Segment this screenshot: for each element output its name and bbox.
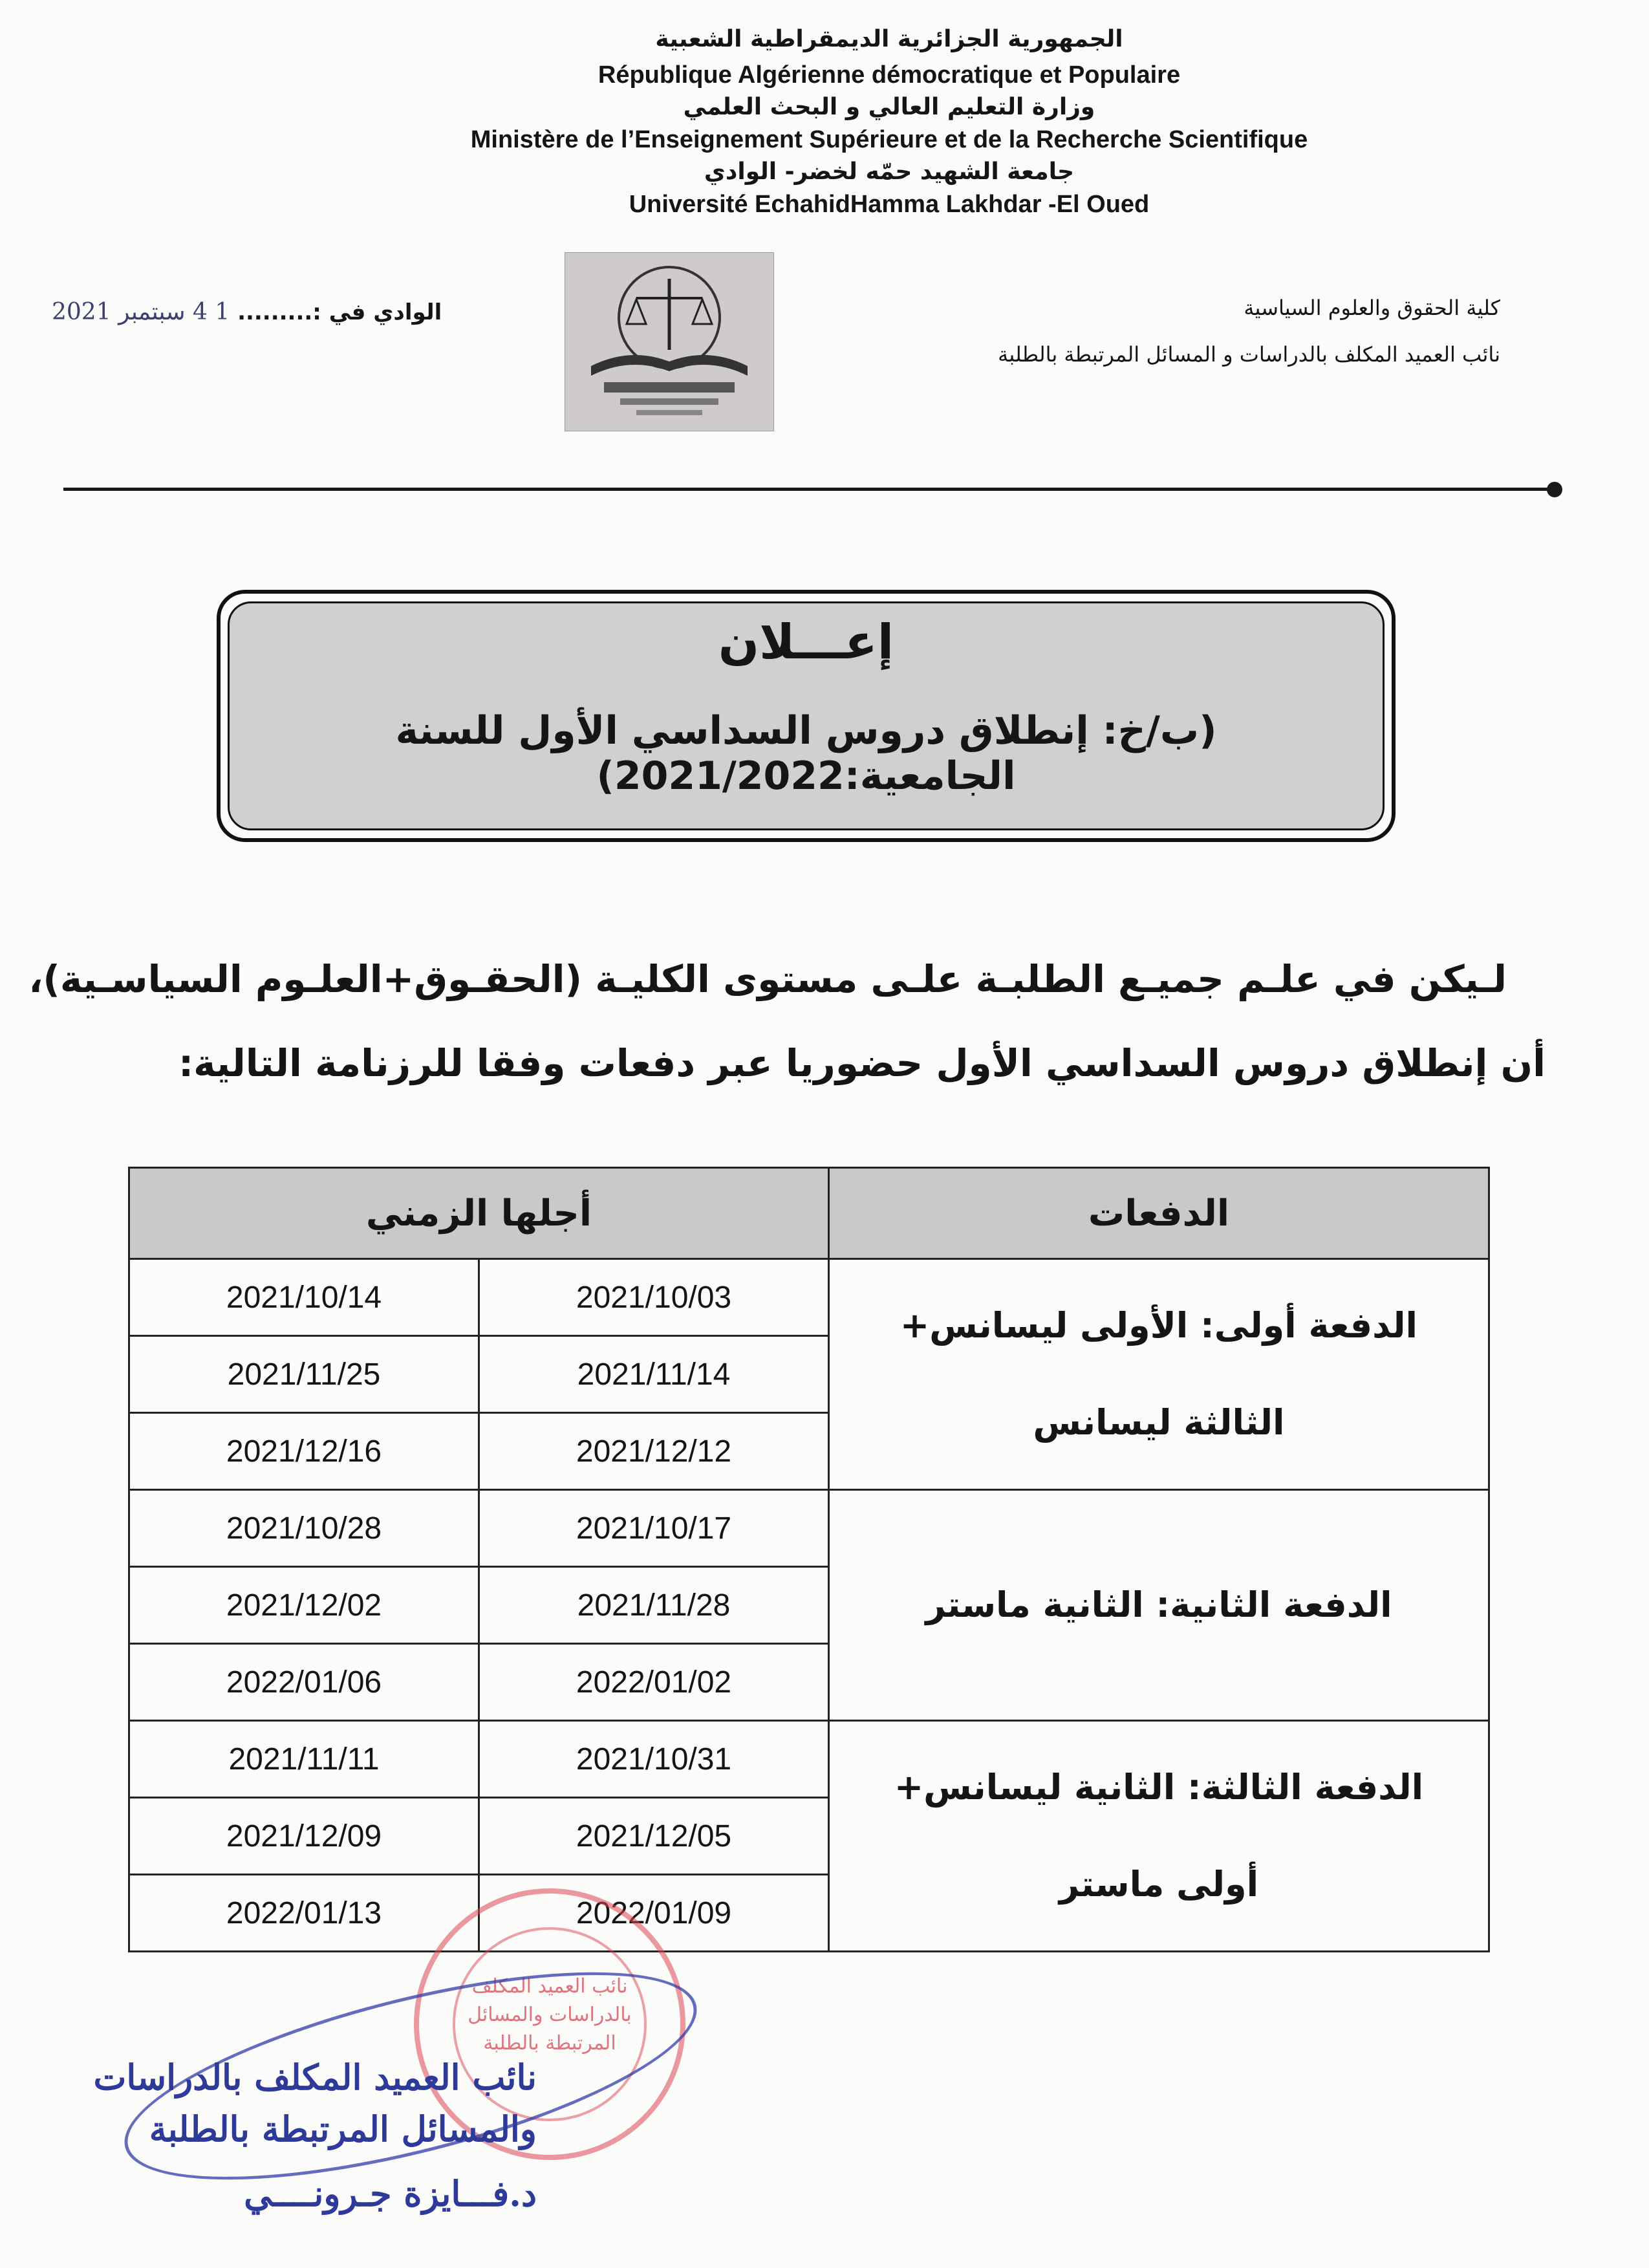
batch-1: الدفعة أولى: الأولى ليسانس+ الثالثة ليسانس <box>829 1259 1489 1490</box>
header-ar-republic: الجمهورية الجزائرية الديمقراطية الشعبية <box>655 26 1123 52</box>
start-date: 2021/10/17 <box>479 1490 829 1567</box>
end-date: 2021/12/16 <box>129 1413 479 1490</box>
end-date: 2021/10/14 <box>129 1259 479 1336</box>
end-date: 2021/11/25 <box>129 1336 479 1413</box>
start-date: 2022/01/02 <box>479 1644 829 1721</box>
stamp-text: نائب العميد المكلف بالدراسات والمسائل المرتبطة بالطلبة <box>468 1975 632 2055</box>
batch-3: الدفعة الثالثة: الثانية ليسانس+ أولى ماستر <box>829 1721 1489 1952</box>
end-date: 2022/01/06 <box>129 1644 479 1721</box>
end-date: 2022/01/13 <box>129 1875 479 1952</box>
body-line-2: أن إنطلاق دروس السداسي الأول حضوريا عبر دفعات وفقا للرزنامة التالية: <box>178 1041 1546 1085</box>
signature-name: د.فـــايزة جـرونــــي <box>244 2173 537 2214</box>
table-row <box>129 1721 1489 1798</box>
start-date: 2021/11/28 <box>479 1567 829 1644</box>
header-ar-ministry: وزارة التعليم العالي و البحث العلمي <box>683 94 1095 120</box>
banner-subtitle: (ب/خ: إنطلاق دروس السداسي الأول للسنة الجامعية:2021/2022) <box>395 708 1217 799</box>
date-label: الوادي في :......... <box>237 299 442 325</box>
signature-title-2: والمسائل المرتبطة بالطلبة <box>149 2108 537 2150</box>
end-date: 2021/12/02 <box>129 1567 479 1644</box>
header-batches: الدفعات <box>829 1168 1489 1259</box>
table-row <box>129 1490 1489 1567</box>
scales-of-justice-icon <box>565 253 773 431</box>
end-date: 2021/11/11 <box>129 1721 479 1798</box>
start-date: 2021/10/31 <box>479 1721 829 1798</box>
end-date: 2021/10/28 <box>129 1490 479 1567</box>
faculty-block <box>998 285 1500 378</box>
vice-dean-office: نائب العميد المكلف بالدراسات و المسائل المرتبطة بالطلبة <box>998 342 1500 367</box>
faculty-name: كلية الحقوق والعلوم السياسية <box>1244 296 1500 320</box>
date-handwritten: 1 4 سبتمبر 2021 <box>52 299 230 325</box>
start-date: 2021/12/05 <box>479 1798 829 1875</box>
header-ar-university: جامعة الشهيد حمّه لخضر- الوادي <box>704 158 1075 185</box>
start-date: 2021/10/03 <box>479 1259 829 1336</box>
header-fr-university: Université EchahidHamma Lakhdar -El Oued <box>629 191 1150 218</box>
start-date: 2021/12/12 <box>479 1413 829 1490</box>
table-header-row <box>129 1168 1489 1259</box>
header-fr-republic: République Algérienne démocratique et Populaire <box>598 61 1181 89</box>
header-deadlines: أجلها الزمني <box>129 1168 829 1259</box>
faculty-logo <box>565 252 774 431</box>
end-date: 2021/12/09 <box>129 1798 479 1875</box>
batch-2: الدفعة الثانية: الثانية ماستر <box>829 1490 1489 1721</box>
start-date: 2022/01/09 <box>479 1875 829 1952</box>
schedule-table <box>128 1167 1490 1952</box>
signature-title-1: نائب العميد المكلف بالدراسات <box>93 2057 537 2098</box>
separator-dot <box>1547 482 1562 497</box>
start-date: 2021/11/14 <box>479 1336 829 1413</box>
table-row <box>129 1259 1489 1336</box>
header-fr-ministry: Ministère de l’Enseignement Supérieure et de la Recherche Scientifique <box>470 126 1308 153</box>
body-line-1: لـيكن في علـم جميـع الطلبـة علـى مستوى الكليـة (الحقـوق+العلـوم السياسـية)، <box>28 957 1507 1001</box>
date-line <box>52 299 442 325</box>
banner-title: إعـــلان <box>718 614 894 670</box>
separator-rule <box>63 488 1554 491</box>
